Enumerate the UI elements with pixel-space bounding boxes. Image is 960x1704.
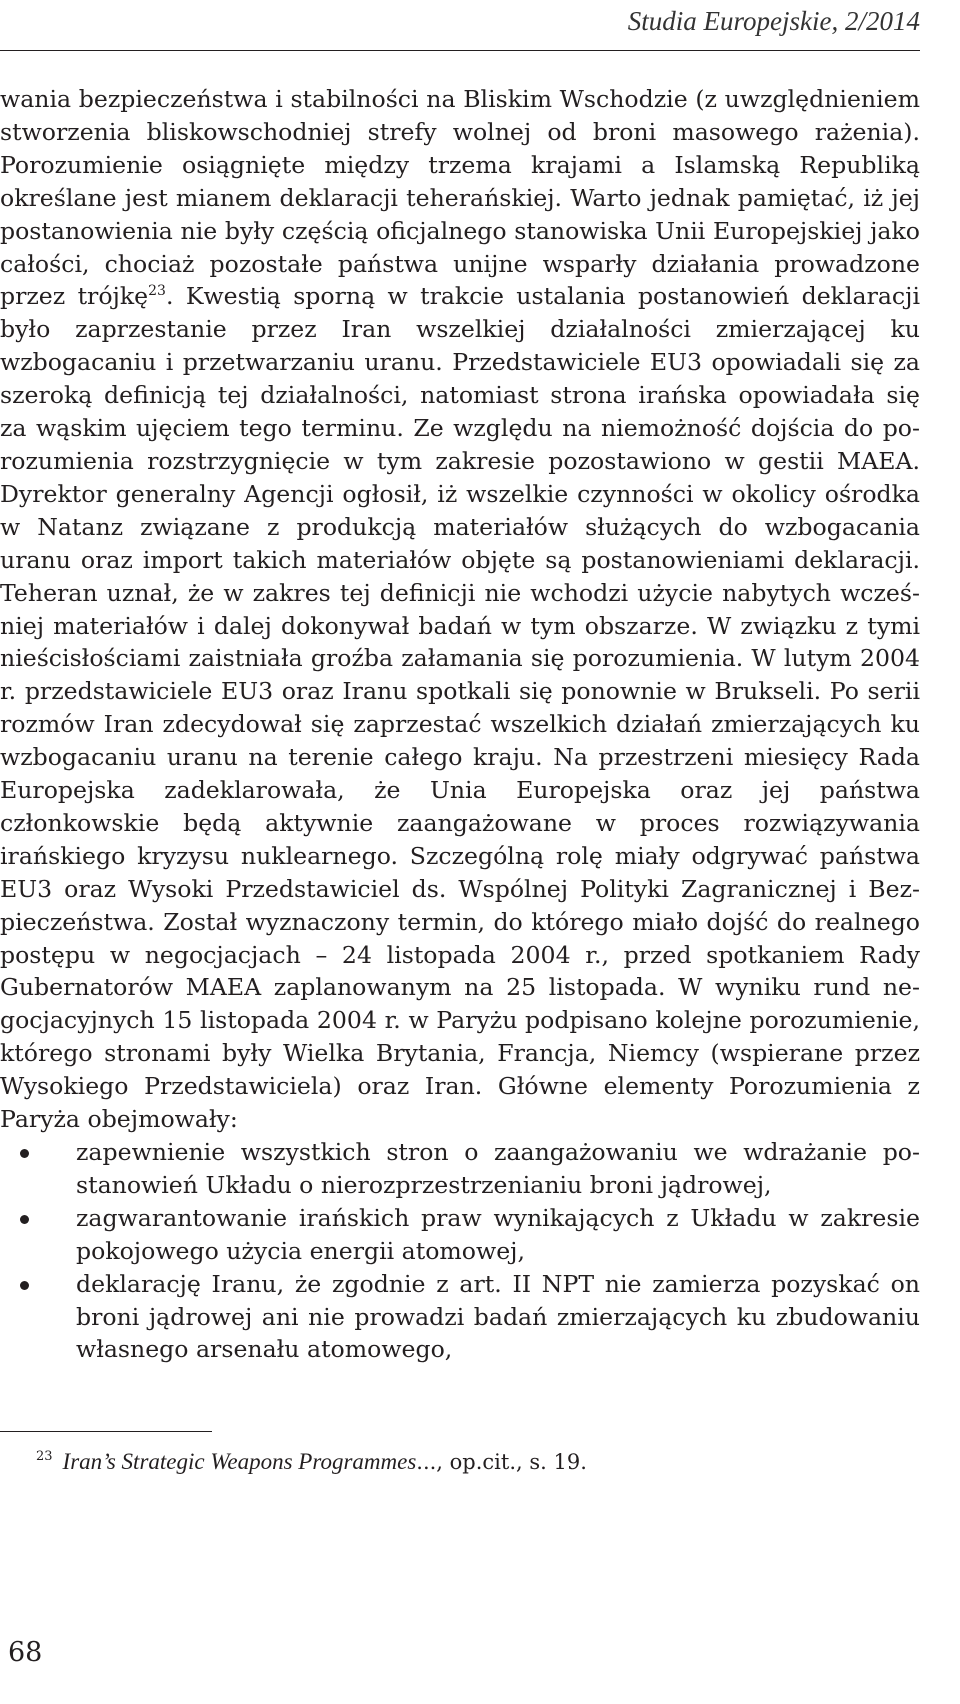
paragraph-text-part-1: wania bezpieczeństwa i stabilności na Bliskim Wschodzie (z uwzględnieniem stworzenia bliskowschodniej strefy wolnej od broni masowego rażenia). Porozumienie osiągnięte między trzema krajami a Islamską Republiką określane jest mianem deklaracji teherańskiej. Warto jednak pamiętać, iż jej postanowienia nie były częścią oficjalnego stanowiska Unii Europejskiej jako całości, chociaż pozostałe państwa unijne wsparły działania prowadzone przez trójkę — [0, 85, 920, 311]
running-head: Studia Europejskie, 2/2014 — [627, 6, 920, 36]
paragraph-text-part-2: . Kwestią sporną w trakcie ustalania postanowień deklaracji było zaprzestanie przez Iran wszelkiej działalności zmierzającej ku wzbogacaniu i przetwarzaniu uranu. Przedstawiciele EU3 opowiadali się za szeroką definicją tej działalności, natomiast strona irańska opowiadała się za wąskim ujęciem tego terminu. Ze względu na niemożność dojścia do porozumienia rozstrzygnięcie w tym zakresie pozostawiono w gestii MAEA. Dyrektor generalny Agencji ogłosił, iż wszelkie czynności w okolicy ośrodka w Natanz związane z produkcją materiałów służących do wzbogacania uranu oraz import takich materiałów objęte są postanowieniami deklaracji. Teheran uznał, że w zakres tej definicji nie wchodzi użycie nabytych wcześniej materiałów i dalej dokonywał badań w tym obszarze. W związku z tymi nieścisłościami zaistniała groźba załamania się porozumienia. W lutym 2004 r. przedstawiciele EU3 oraz Iranu spotkali się ponownie w Brukseli. Po serii rozmów Iran zdecydował się zaprzestać wszelkich działań zmierzających ku wzbogacaniu uranu na terenie całego kraju. Na przestrzeni miesięcy Rada Europejska zadeklarowała, że Unia Europejska oraz jej państwa członkowskie będą aktywnie zaangażowane w proces rozwiązywania irańskiego kryzysu nuklearnego. Szczególną rolę miały odgrywać państwa EU3 oraz Wysoki Przedstawiciel ds. Wspólnej Polityki Zagranicznej i Bezpieczeństwa. Został wyznaczony termin, do którego miało dojść do realnego postępu w negocjacjach – 24 listopada 2004 r., przed spotkaniem Rady Gubernatorów MAEA zaplanowanym na 25 listopada. W wyniku rund negocjacyjnych 15 listopada 2004 r. w Paryżu podpisano kolejne porozumienie, którego stronami były Wielka Brytania, Francja, Niemcy (wspierane przez Wysokiego Przedstawiciela) oraz Iran. Główne elementy Porozumienia z Paryża obejmowały: — [0, 282, 920, 1134]
footnote-number: 23 — [36, 1449, 53, 1464]
list-item — [0, 1202, 920, 1268]
footnote-reference[interactable]: 23 — [148, 283, 166, 300]
list-item — [0, 1268, 920, 1367]
footnote — [36, 1443, 587, 1476]
footnote-rule — [0, 1431, 212, 1432]
footnote-citation: ..., op.cit., s. 19. — [416, 1450, 587, 1474]
list-item — [0, 1136, 920, 1202]
footnote-title: Iran’s Strategic Weapons Programmes — [62, 1449, 417, 1474]
body-text — [0, 83, 920, 1366]
list-item-text: zapewnienie wszystkich stron o zaangażowaniu we wdrażanie postanowień Układu o nierozprzestrzenianiu broni jądrowej, — [76, 1138, 920, 1199]
list-item-text: deklarację Iranu, że zgodnie z art. II NPT nie zamierza pozyskać on broni jądrowej ani nie prowadzi badań zmierzających ku zbudowaniu własnego arsenału atomowego, — [76, 1269, 920, 1364]
bullet-icon — [20, 1281, 29, 1290]
bullet-icon — [20, 1149, 29, 1158]
page-number: 68 — [8, 1637, 43, 1668]
paragraph — [0, 83, 920, 1136]
header-rule — [0, 50, 920, 51]
list-item-text: zagwarantowanie irańskich praw wynikających z Układu w zakresie pokojowego użycia energii atomowej, — [76, 1203, 920, 1265]
bullet-list — [0, 1136, 920, 1366]
bullet-icon — [20, 1215, 29, 1224]
